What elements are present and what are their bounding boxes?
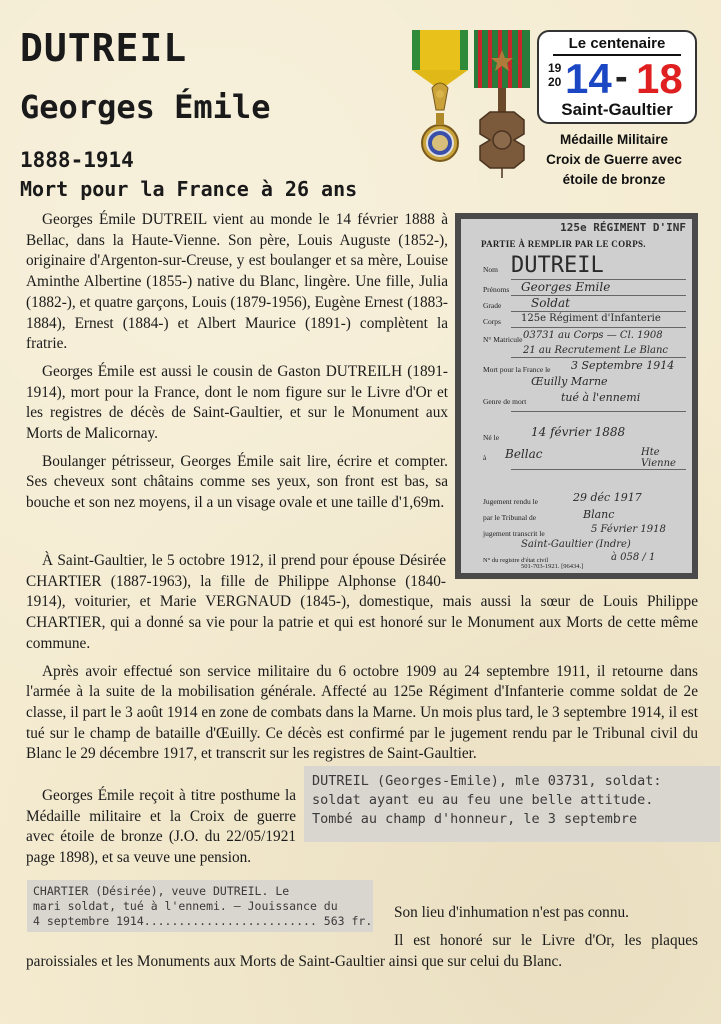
paragraph-birth: Georges Émile DUTREIL vient au monde le 14 février 1888 à Bellac, dans la Haute-Vienne. Son père, Louis Auguste (1852-), originaire d'Argenton-sur-Creuse, y est boulanger et sa mère, Louise Aminthe Albertine (1855-) native du Blanc, lingère. Une fille, Julia (1882-), et quatre garçons, Louis (1879-1956), Eugène Ernest (1883-1884), Ernest (1884-) et Albert Maurice (1891-) complètent la fratrie. xyxy=(26,211,448,353)
logo-years xyxy=(539,56,695,102)
paragraph-service: Après avoir effectué son service militaire du 6 octobre 1909 au 24 septembre 1911, il retourne dans l'armée à la suite de la mobilisation générale. Affecté au 125e Régiment d'Infanterie comme soldat de 2e classe, il part le 3 août 1914 en zone de combats dans la Marne. Un mois plus tard, le 3 septembre 1914, il est tué sur le champ de bataille d'Œuilly. Ce décès est confirmé par le jugement rendu par le Tribunal civil du Blanc le 29 décembre 1917, et transcrit sur les registres de Saint-Gaultier. xyxy=(26,662,698,763)
record-transcrit: 5 Février 1918 xyxy=(591,524,666,535)
croix-de-guerre-icon xyxy=(474,30,530,178)
record-grade: Soldat xyxy=(531,296,570,310)
record-label: Jugement rendu le xyxy=(483,497,538,506)
float-spacer xyxy=(446,551,698,579)
caption-line: Croix de Guerre avec xyxy=(546,152,682,167)
record-jugement: 29 déc 1917 xyxy=(573,491,642,504)
life-years: 1888-1914 xyxy=(20,148,134,172)
clipping-line: mari soldat, tué à l'ennemi. — Jouissance du xyxy=(33,899,338,913)
logo-place: Saint-Gaultier xyxy=(561,100,673,119)
clipping-line: Tombé au champ d'honneur, le 3 septembre xyxy=(312,811,638,827)
record-line xyxy=(511,469,686,470)
logo-year1: 19 xyxy=(548,61,562,75)
record-line xyxy=(511,411,686,412)
caption-line: Médaille Militaire xyxy=(559,132,669,147)
record-label: Prénoms xyxy=(483,285,510,294)
surname-title: DUTREIL xyxy=(20,26,188,70)
record-line xyxy=(511,327,686,328)
logo-year2: 20 xyxy=(548,75,562,89)
text-column-bottom xyxy=(26,931,698,972)
record-departement: Hte Vienne xyxy=(641,447,676,469)
record-corps: 125e Régiment d'Infanterie xyxy=(521,313,661,324)
jo-clipping-medals xyxy=(304,766,720,842)
record-card-paper xyxy=(461,219,692,573)
medaille-militaire-icon xyxy=(412,30,468,161)
paragraph-burial: Son lieu d'inhumation n'est pas connu. xyxy=(394,904,629,921)
record-line xyxy=(511,357,686,358)
record-label: Corps xyxy=(483,317,501,326)
record-line xyxy=(511,311,686,312)
logo-top-text: Le centenaire xyxy=(568,35,666,52)
record-mort-le: 3 Septembre 1914 xyxy=(571,359,675,372)
record-genre: tué à l'ennemi xyxy=(561,391,641,404)
text-column-medals xyxy=(26,786,296,869)
record-header: PARTIE À REMPLIR PAR LE CORPS. xyxy=(481,239,646,249)
death-subtitle: Mort pour la France à 26 ans xyxy=(20,177,358,201)
record-lieu: Œuilly Marne xyxy=(531,375,608,388)
logo-14: 14 xyxy=(565,55,612,102)
caption-line: étoile de bronze xyxy=(562,172,666,187)
paragraph-cousin: Georges Émile est aussi le cousin de Gaston DUTREILH (1891-1914), mort pour la France, dont le nom figure sur le Livre d'Or et les registres de décès de Saint-Gaultier, et sur le Monument aux Morts de Malicornay. xyxy=(26,362,448,443)
record-prenoms: Georges Emile xyxy=(521,280,611,294)
record-ne-le: 14 février 1888 xyxy=(531,425,626,439)
logo-18: 18 xyxy=(636,55,683,102)
record-nom: DUTREIL xyxy=(511,253,604,278)
record-ne-a: Bellac xyxy=(505,447,543,461)
logo-dash: - xyxy=(615,56,628,98)
medals-caption xyxy=(533,130,695,190)
record-label: Né le xyxy=(483,433,500,442)
record-label: Genre de mort xyxy=(483,397,527,406)
jo-clipping-pension xyxy=(27,880,373,932)
paragraph-medals: Georges Émile reçoit à titre posthume la Médaille militaire et la Croix de guerre avec étoile de bronze (J.O. du 22/05/1921 page 1898), et sa veuve une pension. xyxy=(26,787,296,867)
record-label: Mort pour la France le xyxy=(483,365,551,374)
record-label: à xyxy=(483,453,487,462)
clipping-line: CHARTIER (Désirée), veuve DUTREIL. Le xyxy=(33,884,290,898)
given-names-title: Georges Émile xyxy=(20,88,271,126)
record-label: Grade xyxy=(483,301,502,310)
record-label: jugement transcrit le xyxy=(483,529,545,538)
record-transcrit-a: Saint-Gaultier (Indre) xyxy=(521,539,631,550)
record-registre: à 058 / 1 xyxy=(611,552,656,563)
record-label: N° Matricule xyxy=(483,335,523,344)
record-recrutement: 21 au Recrutement Le Blanc xyxy=(523,345,669,356)
medals-image xyxy=(410,28,535,178)
record-footer: 501-703-1921. [96434.] xyxy=(521,563,584,570)
clipping-line: 4 septembre 1914......................... 563 fr. xyxy=(33,914,373,928)
paragraph-honors: Il est honoré sur le Livre d'Or, les plaques paroissiales et les Monuments aux Morts de Saint-Gaultier ainsi que sur celui du Blanc. xyxy=(26,932,698,970)
clipping-line: soldat ayant eu au feu une belle attitude. xyxy=(312,792,654,808)
record-label: Nom xyxy=(483,265,498,274)
clipping-line: DUTREIL (Georges-Emile), mle 03731, soldat: xyxy=(312,773,662,789)
text-column-top xyxy=(26,210,448,514)
paragraph-description: Boulanger pétrisseur, Georges Émile sait lire, écrire et compter. Ses cheveux sont châtains comme ses yeux, son front est bas, sa bouche et son nez moyens, il a un visage ovale et une taille d'1,69m. xyxy=(26,452,448,512)
centenaire-logo xyxy=(537,30,697,124)
record-label: par le Tribunal de xyxy=(483,513,537,522)
record-regiment: 125e RÉGIMENT D'INF xyxy=(560,221,686,234)
record-label: N° du registre d'état civil xyxy=(483,557,549,564)
paragraph-marriage: À Saint-Gaultier, le 5 octobre 1912, il prend pour épouse Désirée CHARTIER (1887-1963), la fille de Philippe Alphonse (1840-1914), voiturier, et Marie VERGNAUD (1845-), domestique, mais aussi la sœur de Louis Philippe CHARTIER, qui a donné sa vie pour la patrie et qui est honoré sur le Monument aux Morts de cette même commune. xyxy=(26,552,698,652)
military-record-card xyxy=(455,213,698,579)
record-tribunal: Blanc xyxy=(583,508,615,521)
text-column-wide xyxy=(26,551,698,765)
record-matricule: 03731 au Corps — Cl. 1908 xyxy=(523,330,663,341)
